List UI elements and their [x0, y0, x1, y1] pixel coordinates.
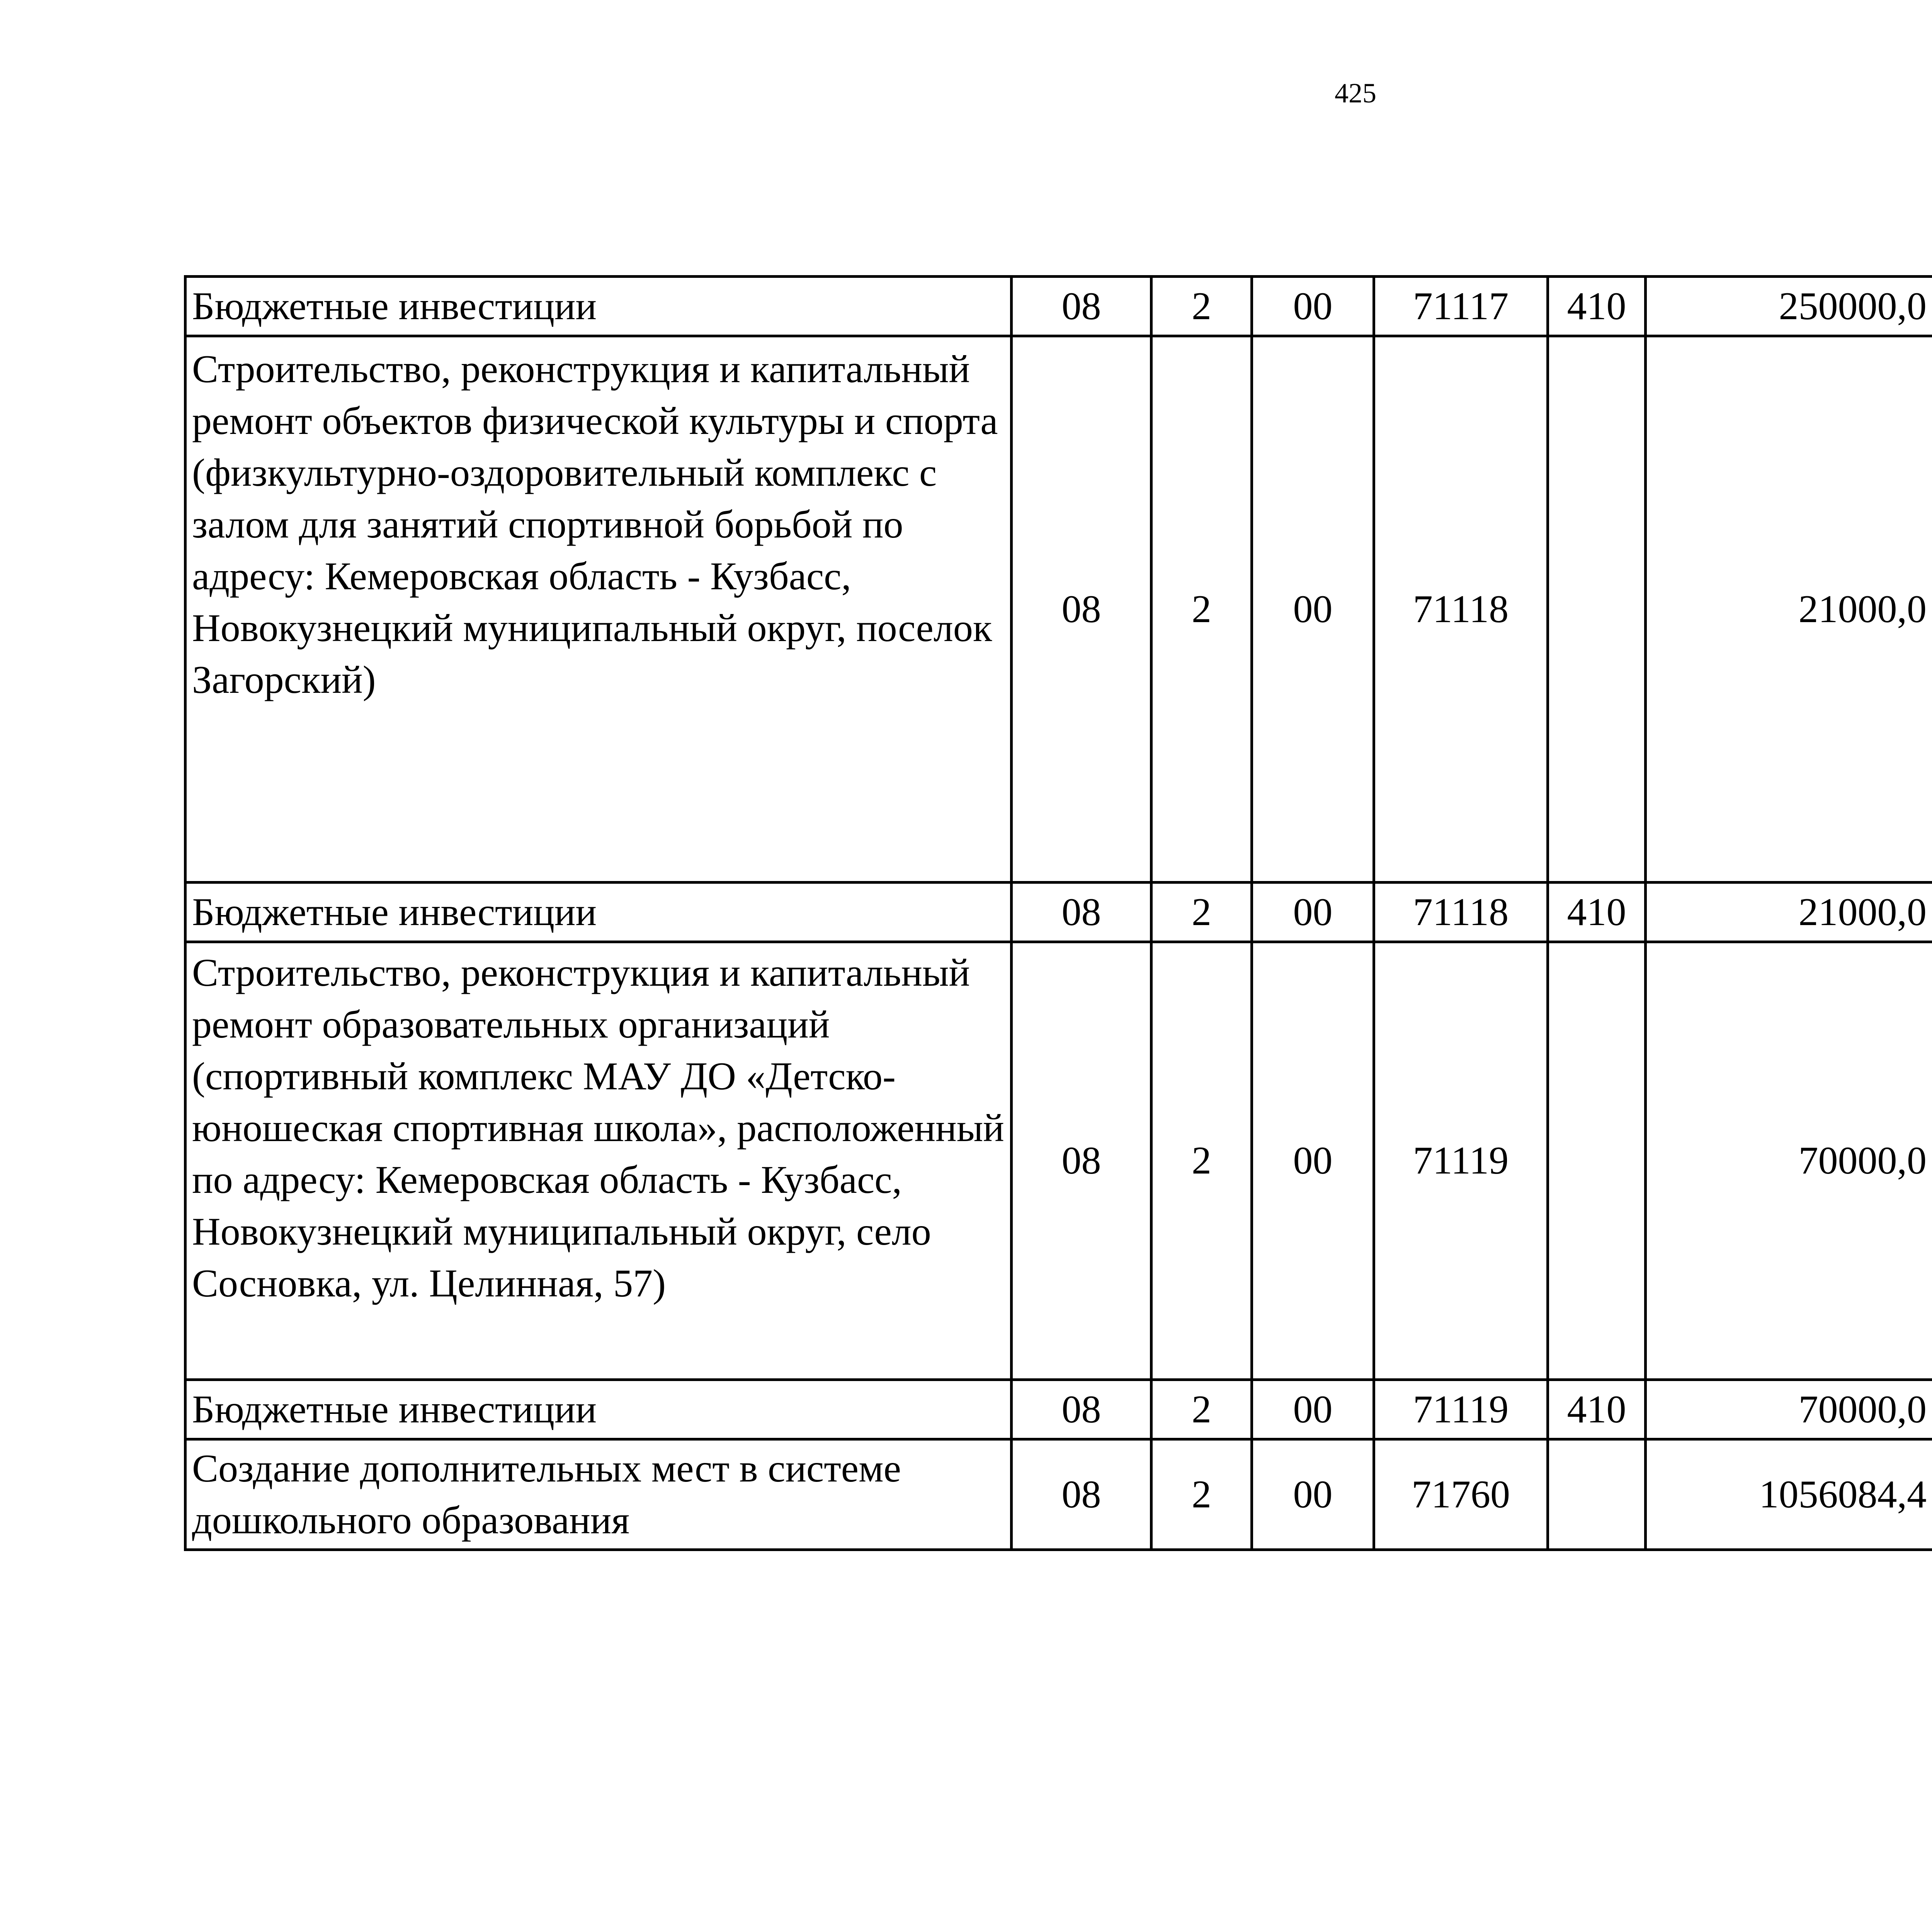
amount-cell: 70000,0 — [1646, 942, 1932, 1380]
code-cell: 71118 — [1374, 883, 1548, 942]
code-cell — [1548, 1439, 1646, 1550]
amount-cell: 21000,0 — [1646, 336, 1932, 883]
amount-cell: 250000,0 — [1646, 277, 1932, 336]
code-cell: 08 — [1012, 277, 1151, 336]
code-cell: 71760 — [1374, 1439, 1548, 1550]
code-cell: 00 — [1252, 1439, 1374, 1550]
code-cell: 00 — [1252, 336, 1374, 883]
code-cell: 410 — [1548, 883, 1646, 942]
code-cell: 08 — [1012, 942, 1151, 1380]
row-name-cell: Создание дополнительных мест в системе дошкольного образования — [185, 1439, 1012, 1550]
row-name-cell: Строительство, реконструкция и капитальный ремонт образовательных организаций (спортивный комплекс МАУ ДО «Детско-юношеская спортивная школа», расположенный по адресу: Кемеровская область - Кузбасс, Новокузнецкий муниципальный округ, село Сосновка, ул. Целинная, 57) — [185, 942, 1012, 1380]
table-row — [185, 883, 1932, 942]
code-cell: 08 — [1012, 1439, 1151, 1550]
code-cell: 71119 — [1374, 942, 1548, 1380]
code-cell: 08 — [1012, 1380, 1151, 1439]
table-row — [185, 1439, 1932, 1550]
code-cell: 2 — [1151, 942, 1252, 1380]
code-cell — [1548, 942, 1646, 1380]
code-cell: 2 — [1151, 336, 1252, 883]
code-cell: 00 — [1252, 277, 1374, 336]
code-cell: 410 — [1548, 1380, 1646, 1439]
amount-cell: 70000,0 — [1646, 1380, 1932, 1439]
budget-table — [184, 275, 1932, 1551]
code-cell: 2 — [1151, 1439, 1252, 1550]
page-number: 425 — [1335, 78, 1376, 109]
amount-cell: 1056084,4 — [1646, 1439, 1932, 1550]
code-cell — [1548, 336, 1646, 883]
table-row — [185, 942, 1932, 1380]
table-row — [185, 277, 1932, 336]
code-cell: 2 — [1151, 277, 1252, 336]
row-name-cell: Строительство, реконструкция и капитальный ремонт объектов физической культуры и спорта (физкультурно-оздоровительный комплекс с залом для занятий спортивной борьбой по адресу: Кемеровская область - Кузбасс, Новокузнецкий муниципальный округ, поселок Загорский) — [185, 336, 1012, 883]
code-cell: 2 — [1151, 883, 1252, 942]
amount-cell: 21000,0 — [1646, 883, 1932, 942]
code-cell: 2 — [1151, 1380, 1252, 1439]
code-cell: 71118 — [1374, 336, 1548, 883]
row-name-cell: Бюджетные инвестиции — [185, 1380, 1012, 1439]
code-cell: 00 — [1252, 883, 1374, 942]
code-cell: 410 — [1548, 277, 1646, 336]
code-cell: 71119 — [1374, 1380, 1548, 1439]
table-row — [185, 1380, 1932, 1439]
table-row — [185, 336, 1932, 883]
code-cell: 08 — [1012, 883, 1151, 942]
code-cell: 08 — [1012, 336, 1151, 883]
row-name-cell: Бюджетные инвестиции — [185, 277, 1012, 336]
code-cell: 71117 — [1374, 277, 1548, 336]
row-name-cell: Бюджетные инвестиции — [185, 883, 1012, 942]
code-cell: 00 — [1252, 1380, 1374, 1439]
code-cell: 00 — [1252, 942, 1374, 1380]
